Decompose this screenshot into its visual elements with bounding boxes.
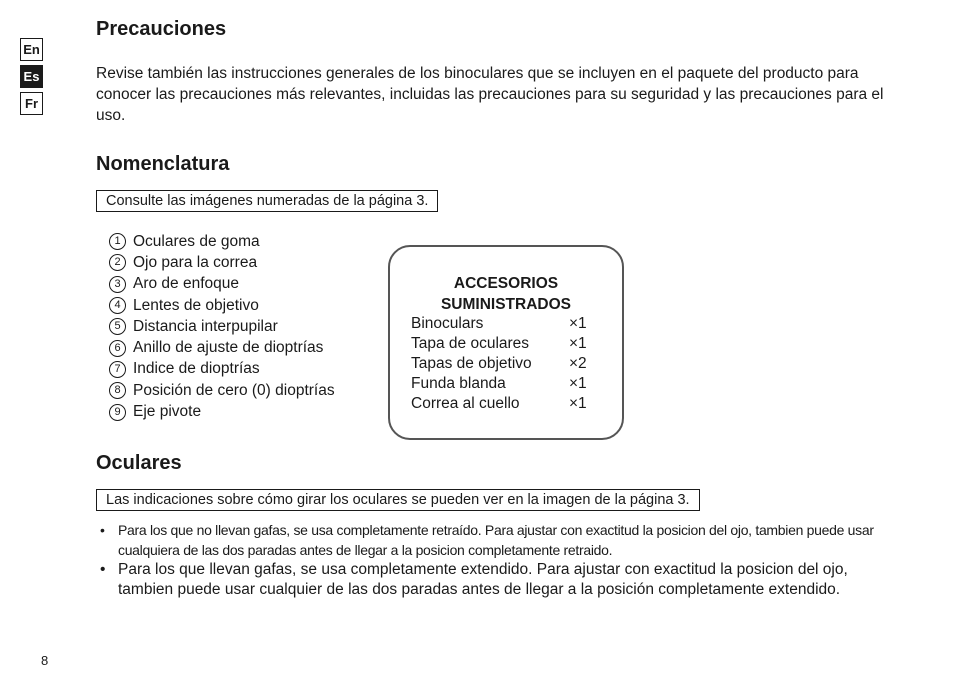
list-item xyxy=(109,252,335,273)
list-item xyxy=(109,401,335,422)
language-tab-en[interactable]: En xyxy=(20,38,43,61)
number-circle: 8 xyxy=(109,382,126,399)
accessory-qty: ×2 xyxy=(569,355,587,372)
number-circle: 6 xyxy=(109,340,126,357)
accessory-name: Correa al cuello xyxy=(411,395,520,412)
accessories-title-line2: SUMINISTRADOS xyxy=(440,296,572,313)
language-tab-fr[interactable]: Fr xyxy=(20,92,43,115)
accessory-name: Tapa de oculares xyxy=(411,335,530,352)
bullet-text: Para los que no llevan gafas, se usa completamente retraído. Para ajustar con exactitud la posicion del ojo, tambien puede usar cualquiera de las dos paradas antes de llegar a la posicion completamente retraido. xyxy=(118,522,874,558)
nomenclatura-heading: Nomenclatura xyxy=(96,153,230,175)
number-circle: 2 xyxy=(109,254,126,271)
item-label: Lentes de objetivo xyxy=(133,296,259,314)
list-item xyxy=(109,316,335,337)
item-label: Posición de cero (0) dioptrías xyxy=(133,381,335,399)
item-label: Anillo de ajuste de dioptrías xyxy=(133,339,324,357)
table-row xyxy=(411,394,599,414)
list-item xyxy=(109,337,335,358)
bullet-icon: • xyxy=(100,522,105,538)
language-tab-es[interactable]: Es xyxy=(20,65,43,88)
precauciones-heading: Precauciones xyxy=(96,18,227,40)
language-tabs xyxy=(20,38,43,119)
item-label: Aro de enfoque xyxy=(133,275,240,293)
bullet-text: Para los que llevan gafas, se usa completamente extendido. Para ajustar con exactitud la posicion del ojo, tambien puede usar cualquier de las dos paradas antes de llegar a la posición completamente extendido. xyxy=(118,561,848,598)
number-circle: 1 xyxy=(109,233,126,250)
accessories-box xyxy=(388,245,624,440)
item-label: Ojo para la correa xyxy=(133,253,258,271)
accessory-name: Funda blanda xyxy=(411,375,506,392)
accessory-qty: ×1 xyxy=(569,395,587,412)
list-item xyxy=(109,231,335,252)
nomenclature-list xyxy=(109,231,335,423)
item-label: Oculares de goma xyxy=(133,232,260,250)
number-circle: 4 xyxy=(109,297,126,314)
list-item xyxy=(109,359,335,380)
table-row xyxy=(411,334,599,354)
oculares-bullet-list xyxy=(96,520,906,600)
accessory-name: Tapas de objetivo xyxy=(411,355,532,372)
accessories-table xyxy=(411,314,599,414)
item-label: Distancia interpupilar xyxy=(133,317,278,335)
oculares-heading: Oculares xyxy=(96,452,182,474)
number-circle: 5 xyxy=(109,318,126,335)
list-item xyxy=(96,520,906,560)
item-label: Indice de dioptrías xyxy=(133,360,260,378)
accessories-title xyxy=(390,273,622,315)
nomenclatura-note: Consulte las imágenes numeradas de la página 3. xyxy=(96,190,438,212)
accessory-name: Binoculars xyxy=(411,315,484,332)
accessory-qty: ×1 xyxy=(569,335,587,352)
item-label: Eje pivote xyxy=(133,403,202,421)
page-number: 8 xyxy=(41,653,49,668)
accessory-qty: ×1 xyxy=(569,315,587,332)
table-row xyxy=(411,354,599,374)
list-item xyxy=(109,380,335,401)
table-row xyxy=(411,374,599,394)
precauciones-text: Revise también las instrucciones generales de los binoculares que se incluyen en el paquete del producto para conocer las precauciones más relevantes, incluidas las precauciones para su seguridad y las precauciones para el uso. xyxy=(96,65,884,124)
table-row xyxy=(411,314,599,334)
list-item xyxy=(109,274,335,295)
number-circle: 7 xyxy=(109,361,126,378)
oculares-note: Las indicaciones sobre cómo girar los oculares se pueden ver en la imagen de la página 3. xyxy=(96,489,700,511)
accessory-qty: ×1 xyxy=(569,375,587,392)
number-circle: 3 xyxy=(109,276,126,293)
accessories-title-line1: ACCESORIOS xyxy=(453,275,559,292)
number-circle: 9 xyxy=(109,404,126,421)
list-item xyxy=(96,560,906,600)
bullet-icon: • xyxy=(100,561,106,578)
list-item xyxy=(109,295,335,316)
